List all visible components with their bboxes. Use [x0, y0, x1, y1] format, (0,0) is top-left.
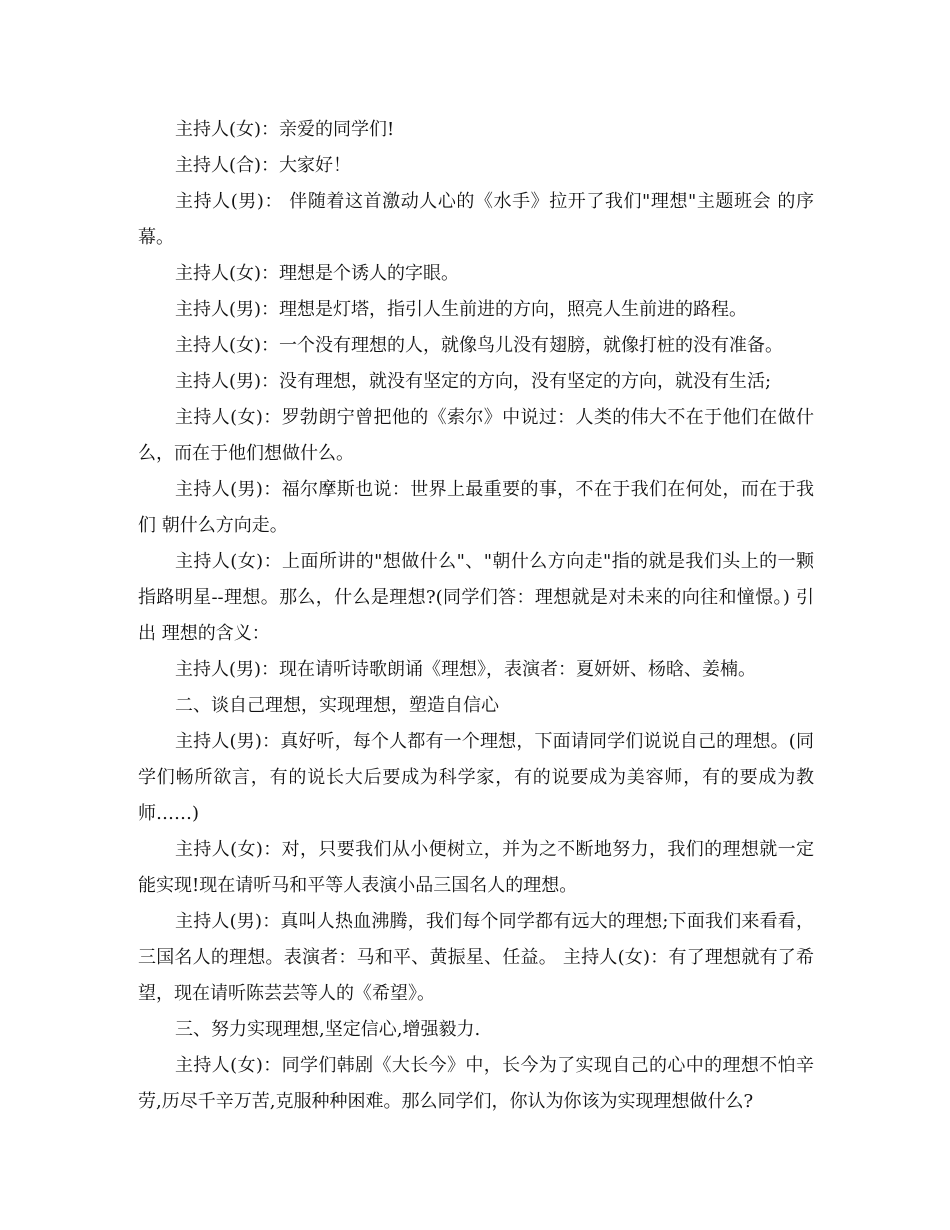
paragraph-13: 主持人(男)：真好听，每个人都有一个理想，下面请同学们说说自己的理想。(同学们畅所欲言，有的说长大后要成为科学家，有的说要成为美容师，有的要成为教师……)	[138, 731, 814, 824]
paragraph-11: 主持人(男)：现在请听诗歌朗诵《理想》，表演者：夏妍妍、杨晗、姜楠。	[175, 659, 757, 680]
paragraph-7: 主持人(男)：没有理想，就没有坚定的方向，没有坚定的方向，就没有生活;	[175, 371, 772, 392]
paragraph-4: 主持人(女)：理想是个诱人的字眼。	[175, 263, 460, 284]
paragraph-14: 主持人(女)：对，只要我们从小便树立，并为之不断地努力，我们的理想就一定能实现!现在请听马和平等人表演小品三国名人的理想。	[138, 839, 814, 896]
document-page	[138, 112, 814, 1120]
paragraph-5: 主持人(男)：理想是灯塔，指引人生前进的方向，照亮人生前进的路程。	[175, 299, 748, 320]
paragraph-3: 主持人(男)： 伴随着这首激动人心的《水手》拉开了我们"理想"主题班会 的序幕。	[138, 191, 814, 248]
paragraph-6: 主持人(女)：一个没有理想的人，就像鸟儿没有翅膀，就像打桩的没有准备。	[175, 335, 784, 356]
paragraph-10: 主持人(女)：上面所讲的"想做什么"、"朝什么方向走"指的就是我们头上的一颗指路明星--理想。那么，什么是理想?(同学们答：理想就是对未来的向往和憧憬。) 引出 理想的含义：	[138, 551, 814, 644]
paragraph-9: 主持人(男)：福尔摩斯也说：世界上最重要的事，不在于我们在何处，而在于我们 朝什么方向走。	[138, 479, 814, 536]
paragraph-2: 主持人(合)：大家好！	[175, 155, 352, 176]
section-heading-3: 三、努力实现理想,坚定信心,增强毅力.	[175, 1019, 481, 1040]
paragraph-15: 主持人(男)：真叫人热血沸腾，我们每个同学都有远大的理想;下面我们来看看，三国名人的理想。表演者：马和平、黄振星、任益。 主持人(女)：有了理想就有了希望，现在请听陈芸芸等人的《希望》。	[138, 911, 814, 1004]
paragraph-8: 主持人(女)：罗勃朗宁曾把他的《索尔》中说过：人类的伟大不在于他们在做什么，而在于他们想做什么。	[138, 407, 814, 464]
paragraph-1: 主持人(女)：亲爱的同学们!	[175, 119, 395, 140]
section-heading-2: 二、谈自己理想，实现理想，塑造自信心	[175, 695, 499, 716]
paragraph-17: 主持人(女)：同学们韩剧《大长今》中，长今为了实现自己的心中的理想不怕辛劳,历尽千辛万苦,克服种种困难。那么同学们，你认为你该为实现理想做什么?	[138, 1055, 814, 1112]
